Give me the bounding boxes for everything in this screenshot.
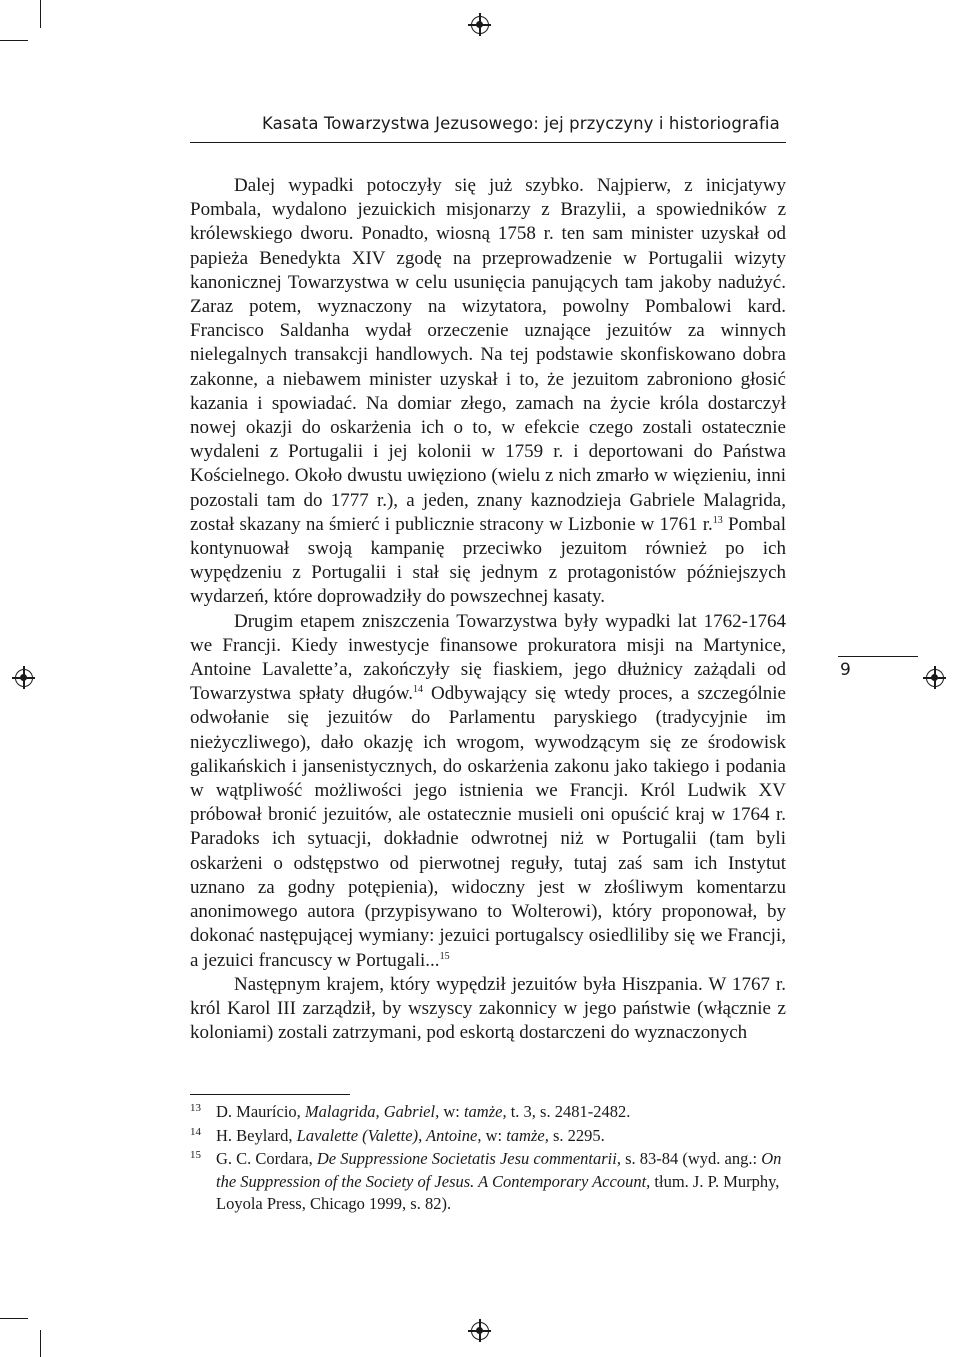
- footnote-title: On the Suppression of the Society of Jesus. A Contemporary Account,: [216, 1149, 782, 1191]
- registration-mark-icon-top: [471, 16, 489, 34]
- paragraph-text: Pombal kontynuował swoją kampanię przeciwko jezuitom również po ich wypędzeniu z Portugalii i stał się jednym z protagonistów późniejszych wydarzeń, które doprowadziły do powszechnej kasaty.: [190, 513, 786, 608]
- footnote-text: G. C. Cordara,: [216, 1149, 317, 1169]
- footnote-text: s. 2295.: [548, 1125, 605, 1145]
- paragraph-text: Odbywający się wtedy proces, a szczególnie odwołanie się jezuitów do Parlamentu paryskiego (tradycyjnie im nieżyczliwego), dało okazję ich wrogom, wywodzącym się ze środowisk galikańskich i jansenistycznych, do oskarżenia zakonu jako takiego i podania w wątpliwość możliwości jego istnienia we Francji. Król Ludwik XV próbował bronić jezuitów, ale ostatecznie musieli oni opuścić kraj w 1764 r. Paradoks ich sytuacji, dokładnie odwrotnej niż w Portugalii (tam byli oskarżeni o odstępstwo od pierwotnej reguły, tutaj zaś sam ich Instytut uznano za godny potępienia), widoczny jest w złośliwym komentarzu anonimowego autora (przypisywano to Wolterowi), który proponował, by dokonać następującej wymiany: jezuici portugalscy osiedliliby się we Francji, a jezuici francuscy w Portugali...: [190, 683, 786, 971]
- paragraph-text: Dalej wypadki potoczyły się już szybko. Najpierw, z inicjatywy Pombala, wydalono jezuickich misjonarzy z Brazylii, a spowiedników z królewskiego dworu. Ponadto, wiosną 1758 r. ten sam minister uzyskał od papieża Benedykta XIV zgodę na przeprowadzenie w Portugalii wizyty kanonicznej Towarzystwa w celu usunięcia panujących tam jakoby nadużyć. Zaraz potem, wyznaczony na wizytatora, powolny Pombalowi kard. Francisco Saldanha wydał orzeczenie uznające jezuitów za winnych nielegalnych transakcji handlowych. Na tej podstawie skonfiskowano dobra zakonne, a niebawem minister uzyskał i to, że jezuitom zabroniono głosić kazania i spowiadać. Na domiar złego, zamach na życie króla dostarczył nowej okazji do oskarżenia ich o to, w efekcie czego zostali ostatecznie wydaleni z Portugalii i jej kolonii w 1759 r. i deportowani do Państwa Kościelnego. Około dwustu uwięziono (wielu z nich zmarło w więzieniu, inni pozostali tam do 1777 r.), a jeden, znany kaznodzieja Gabriele Malagrida, został skazany na śmierć i publicznie stracony w Lizbonie w 1761 r.: [190, 175, 786, 535]
- footnote-number: 13: [190, 1102, 201, 1114]
- footnote-text: w:: [481, 1125, 507, 1145]
- body-paragraph: [190, 174, 786, 610]
- page-number-rule: [838, 656, 918, 657]
- footnote-text: t. 3, s. 2481-2482.: [506, 1102, 631, 1121]
- footnote-reference: 13: [712, 514, 723, 526]
- footnote-rule: [190, 1094, 350, 1095]
- footnote-reference: 15: [439, 950, 450, 962]
- crop-mark-bottom-left: [40, 1330, 41, 1357]
- running-head: Kasata Towarzystwa Jezusowego: jej przyczyny i historiografia: [262, 114, 780, 133]
- body-text: [190, 174, 786, 1045]
- footnote: [190, 1101, 786, 1124]
- footnote-title: Malagrida, Gabriel,: [304, 1102, 440, 1121]
- footnote-text: , s. 83-84 (wyd. ang.:: [616, 1149, 762, 1169]
- crop-mark-left-bottom: [0, 1318, 28, 1319]
- footnote: [190, 1125, 786, 1148]
- running-head-rule: [190, 142, 786, 143]
- footnotes: [190, 1101, 786, 1217]
- footnote-reference: 14: [412, 684, 423, 696]
- footnote-title: tamże,: [463, 1102, 507, 1121]
- paragraph-text: Drugim etapem zniszczenia Towarzystwa były wypadki lat 1762-1764 we Francji. Kiedy inwestycje finansowe prokuratora misji na Martynice, Antoine Lavalette’a, zakończyły się fiaskiem, jego dłużnicy zażądali od Towarzystwa spłaty długów.: [190, 610, 786, 705]
- footnote-text: w:: [439, 1102, 464, 1121]
- footnote-text: tłum. J. P. Murphy, Loyola Press, Chicago 1999, s. 82).: [216, 1171, 780, 1214]
- footnote-title: De Suppressione Societatis Jesu commentarii: [316, 1149, 617, 1169]
- footnote-number: 14: [190, 1125, 201, 1138]
- registration-mark-icon-bottom: [471, 1322, 489, 1340]
- body-paragraph: [190, 610, 786, 973]
- crop-mark-top-left: [40, 0, 41, 28]
- paragraph-text: Następnym krajem, który wypędził jezuitów była Hiszpania. W 1767 r. król Karol III zarządził, by wszyscy zakonnicy w jego państwie (włącznie z koloniami) zostali zatrzymani, pod eskortą dostarczeni do wyznaczonych: [190, 973, 786, 1044]
- footnote-text: D. Maurício,: [216, 1102, 305, 1121]
- page-number: 9: [840, 660, 851, 680]
- registration-mark-icon-right: [926, 669, 944, 687]
- footnote-text: H. Beylard,: [216, 1125, 297, 1145]
- footnote-title: Lavalette (Valette), Antoine,: [296, 1125, 482, 1145]
- footnote: [190, 1148, 786, 1216]
- body-paragraph: [190, 973, 786, 1046]
- footnote-title: tamże,: [506, 1125, 549, 1145]
- footnote-number: 15: [190, 1149, 201, 1162]
- crop-mark-left-top: [0, 40, 28, 41]
- registration-mark-icon-left: [15, 669, 33, 687]
